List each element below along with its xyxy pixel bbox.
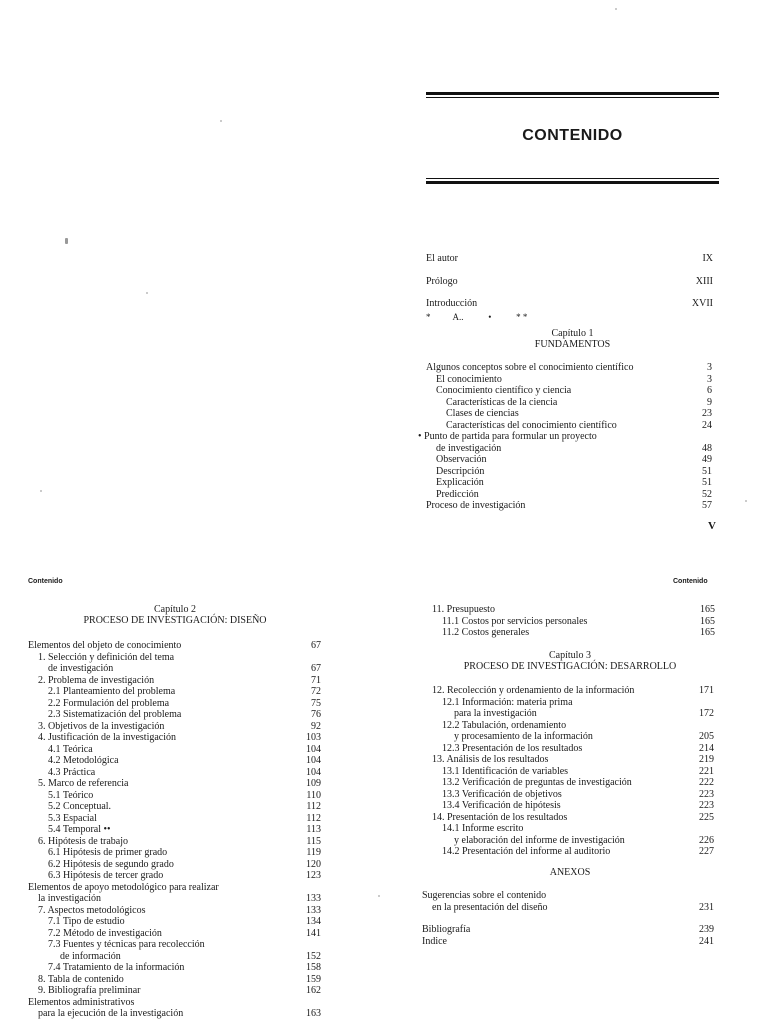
budget-toc	[422, 604, 715, 639]
stray-marks: * A.. • * *	[426, 312, 528, 322]
toc-entry-page: 223	[699, 800, 714, 811]
toc-entry-title: Elementos del objeto de conocimiento	[28, 640, 182, 651]
toc-entry	[28, 744, 321, 756]
toc-entry-title: 2.2 Formulación del problema	[48, 697, 170, 709]
toc-entry	[422, 835, 714, 847]
toc-entry-page: 23	[702, 408, 712, 419]
scan-speck	[378, 895, 380, 897]
toc-entry-title: 6.3 Hipótesis de tercer grado	[48, 870, 164, 881]
toc-entry-title: para la ejecución de la investigación	[38, 1008, 184, 1019]
toc-entry-title: 4. Justificación de la investigación	[38, 732, 177, 743]
toc-entry-title: Bibliografía	[422, 924, 471, 935]
toc-entry	[28, 847, 321, 859]
toc-entry	[28, 790, 321, 802]
toc-entry	[426, 397, 712, 409]
toc-entry-page: 112	[306, 812, 321, 824]
toc-entry-title: 7. Aspectos metodológicos	[38, 904, 146, 916]
scan-speck	[220, 120, 222, 122]
toc-entry-page: 133	[306, 893, 321, 904]
toc-entry-page: 52	[702, 488, 712, 500]
toc-entry-title: Conocimiento científico y ciencia	[436, 385, 572, 396]
toc-entry-page: 231	[699, 901, 714, 913]
chapter1-title: FUNDAMENTOS	[534, 339, 611, 350]
toc-entry-title: 12.2 Tabulación, ordenamiento	[442, 719, 567, 731]
annex-title: ANEXOS	[549, 867, 591, 878]
toc-entry	[422, 685, 714, 697]
toc-entry-page: IX	[702, 253, 713, 264]
toc-entry-title: la investigación	[38, 893, 102, 904]
toc-entry-title: 12.1 Información: materia prima	[442, 696, 573, 708]
toc-entry-page: XVII	[691, 298, 713, 309]
toc-entry-page: 67	[311, 640, 321, 651]
annex-toc	[422, 890, 714, 913]
toc-entry-page: 115	[306, 835, 321, 847]
chapter3-toc	[422, 685, 714, 858]
toc-entry-title: 13.4 Verificación de hipótesis	[442, 800, 561, 811]
toc-entry-page: 239	[699, 924, 714, 935]
toc-entry-title: Algunos conceptos sobre el conocimiento científico	[426, 362, 634, 373]
toc-entry-title: El conocimiento	[436, 373, 502, 385]
toc-entry-title: 7.3 Fuentes y técnicas para recolección	[48, 939, 205, 950]
toc-entry	[426, 374, 712, 386]
toc-entry	[28, 859, 321, 871]
toc-entry-title: 11.1 Costos por servicios personales	[442, 615, 588, 627]
chapter1-heading	[490, 328, 655, 350]
toc-entry-page: 76	[311, 709, 321, 720]
toc-entry-title: 3. Objetivos de la investigación	[38, 720, 165, 732]
final-toc	[422, 924, 714, 947]
toc-entry-title: 1. Selección y definición del tema	[38, 651, 175, 663]
toc-entry	[28, 755, 321, 767]
toc-entry-title: 2.3 Sistematización del problema	[48, 709, 182, 720]
front-matter-list	[426, 248, 713, 316]
toc-entry-page: 227	[699, 846, 714, 857]
toc-entry-title: 5.3 Espacial	[48, 812, 97, 824]
toc-entry-page: XIII	[695, 275, 713, 287]
toc-entry-title: Predicción	[436, 488, 479, 500]
toc-entry	[422, 766, 714, 778]
toc-entry-page: 241	[699, 935, 714, 947]
toc-entry-page: 141	[306, 927, 321, 939]
toc-entry-title: 5.4 Temporal ••	[48, 824, 111, 835]
top-rule	[426, 92, 719, 95]
toc-entry	[422, 846, 714, 858]
toc-entry	[28, 640, 321, 652]
toc-entry-title: de investigación	[436, 442, 502, 454]
toc-entry-page: 48	[702, 442, 712, 454]
toc-entry	[28, 767, 321, 779]
toc-entry	[426, 489, 712, 501]
toc-entry-title: Explicación	[436, 477, 484, 488]
toc-entry-page: 104	[306, 743, 321, 755]
toc-entry-title: 8. Tabla de contenido	[38, 973, 124, 985]
toc-entry-title: Observación	[436, 454, 487, 465]
toc-entry-page: 113	[306, 824, 321, 835]
toc-entry	[422, 902, 714, 914]
toc-entry-title: 9. Bibliografía preliminar	[38, 985, 141, 996]
scan-speck	[745, 500, 747, 502]
toc-entry-title: Prólogo	[426, 275, 458, 287]
scan-speck	[65, 238, 68, 244]
toc-entry-page: 159	[306, 973, 321, 985]
toc-entry-page: 51	[702, 465, 712, 477]
chapter2-label: Capítulo 2	[154, 604, 196, 615]
toc-entry-title: Características de la ciencia	[446, 396, 558, 408]
toc-entry-page: 162	[306, 985, 321, 996]
toc-entry-page: 3	[707, 362, 712, 373]
toc-entry	[28, 951, 321, 963]
toc-entry-page: 110	[306, 789, 321, 801]
toc-entry	[28, 997, 321, 1009]
toc-entry	[28, 698, 321, 710]
toc-entry	[418, 431, 712, 443]
toc-entry-page: 163	[306, 1008, 321, 1019]
toc-entry-page: 158	[306, 962, 321, 973]
toc-entry-title: 7.1 Tipo de estudio	[48, 916, 125, 927]
toc-entry-title: 2. Problema de investigación	[38, 674, 155, 686]
toc-entry	[28, 882, 321, 894]
toc-entry	[426, 248, 713, 271]
toc-entry-title: 11. Presupuesto	[432, 604, 495, 615]
toc-entry-page: 6	[707, 385, 712, 396]
toc-entry	[422, 924, 714, 936]
toc-entry-title: Clases de ciencias	[446, 408, 519, 419]
toc-entry-title: 5.2 Conceptual.	[48, 801, 112, 812]
toc-entry-page: 49	[702, 454, 712, 465]
toc-entry-title: Introducción	[426, 298, 478, 309]
toc-entry-title: 4.3 Práctica	[48, 766, 96, 778]
toc-entry-title: 5. Marco de referencia	[38, 778, 129, 789]
toc-entry	[426, 454, 712, 466]
toc-entry	[422, 616, 715, 628]
toc-entry-page: 9	[707, 396, 712, 408]
toc-entry	[28, 905, 321, 917]
toc-entry-title: de investigación	[48, 663, 114, 674]
toc-entry	[422, 627, 715, 639]
toc-entry-page: 134	[306, 916, 321, 927]
toc-entry	[28, 916, 321, 928]
page-number: V	[708, 520, 716, 532]
toc-entry	[28, 893, 321, 905]
toc-entry-page: 219	[699, 754, 714, 765]
toc-entry	[422, 731, 714, 743]
toc-entry-title: 13.3 Verificación de objetivos	[442, 788, 562, 800]
toc-entry	[426, 408, 712, 420]
toc-entry	[422, 743, 714, 755]
toc-entry-page: 226	[699, 834, 714, 846]
toc-entry-title: para la investigación	[454, 708, 537, 719]
toc-entry-page: 75	[311, 697, 321, 709]
chapter2-toc	[28, 640, 321, 1020]
toc-entry	[422, 777, 714, 789]
toc-entry-page: 103	[306, 732, 321, 743]
toc-entry-page: 112	[306, 801, 321, 812]
toc-entry	[28, 836, 321, 848]
chapter3-title: PROCESO DE INVESTIGACIÓN: DESARROLLO	[463, 661, 677, 672]
toc-entry	[28, 675, 321, 687]
toc-entry-title: de información	[60, 950, 121, 962]
toc-entry-title: y procesamiento de la información	[454, 731, 593, 742]
toc-entry-title: 4.2 Metodológica	[48, 755, 119, 766]
toc-entry	[28, 652, 321, 664]
toc-entry-page: 24	[702, 419, 712, 431]
toc-entry-page: 165	[700, 615, 715, 627]
toc-entry	[28, 801, 321, 813]
toc-entry	[422, 754, 714, 766]
toc-entry-title: 7.2 Método de investigación	[48, 927, 162, 939]
toc-entry-page: 152	[306, 950, 321, 962]
toc-entry	[422, 812, 714, 824]
toc-entry	[28, 824, 321, 836]
toc-entry	[28, 778, 321, 790]
toc-entry	[422, 697, 714, 709]
bottom-rule	[426, 181, 719, 184]
toc-entry-page: 133	[306, 904, 321, 916]
toc-entry	[426, 385, 712, 397]
toc-entry-title: 13.2 Verificación de preguntas de investigación	[442, 777, 632, 788]
toc-entry	[422, 789, 714, 801]
toc-entry	[28, 732, 321, 744]
toc-entry-title: Descripción	[436, 465, 485, 477]
toc-entry	[422, 823, 714, 835]
toc-entry-page: 225	[699, 811, 714, 823]
toc-entry	[422, 800, 714, 812]
toc-entry	[28, 985, 321, 997]
toc-entry	[426, 271, 713, 294]
toc-entry	[28, 974, 321, 986]
toc-entry-page: 104	[306, 766, 321, 778]
bottom-rule-thin	[426, 178, 719, 179]
toc-entry-page: 57	[702, 500, 712, 511]
toc-entry-title: 2.1 Planteamiento del problema	[48, 686, 176, 697]
chapter1-label: Capítulo 1	[551, 328, 594, 339]
toc-entry-title: Sugerencias sobre el contenido	[422, 890, 547, 901]
toc-entry-page: 92	[311, 720, 321, 732]
toc-entry-page: 223	[699, 788, 714, 800]
toc-entry-title: 6. Hipótesis de trabajo	[38, 835, 128, 847]
toc-entry-page: 104	[306, 755, 321, 766]
toc-entry-title: • Punto de partida para formular un proyecto	[418, 431, 597, 442]
toc-entry	[422, 708, 714, 720]
toc-entry-page: 165	[700, 604, 715, 615]
toc-entry-title: 13. Análisis de los resultados	[432, 754, 549, 765]
toc-entry	[422, 936, 714, 948]
running-head-left: Contenido	[28, 578, 63, 585]
toc-entry-page: 3	[707, 373, 712, 385]
scan-speck	[40, 490, 42, 492]
toc-entry-title: y elaboración del informe de investigación	[454, 834, 625, 846]
toc-entry-title: 14. Presentación de los resultados	[432, 811, 568, 823]
toc-entry-title: El autor	[426, 253, 458, 264]
toc-entry-title: 4.1 Teórica	[48, 743, 93, 755]
toc-entry-page: 123	[306, 870, 321, 881]
scan-speck	[146, 292, 148, 294]
toc-entry-title: 6.2 Hipótesis de segundo grado	[48, 858, 174, 870]
toc-entry	[28, 928, 321, 940]
toc-entry	[28, 939, 321, 951]
toc-entry-page: 214	[699, 742, 714, 754]
toc-entry	[28, 1008, 321, 1020]
toc-entry-page: 221	[699, 765, 714, 777]
toc-entry-page: 120	[306, 858, 321, 870]
toc-entry	[422, 604, 715, 616]
toc-entry	[28, 663, 321, 675]
toc-entry-title: 14.2 Presentación del informe al auditorio	[442, 846, 611, 857]
chapter2-title: PROCESO DE INVESTIGACIÓN: DISEÑO	[83, 615, 267, 626]
toc-entry-title: Proceso de investigación	[426, 500, 526, 511]
toc-entry-title: 5.1 Teórico	[48, 789, 94, 801]
chapter1-toc	[418, 362, 712, 512]
toc-entry-title: Características del conocimiento científico	[446, 419, 617, 431]
chapter3-label: Capítulo 3	[549, 650, 591, 661]
toc-entry	[422, 890, 714, 902]
toc-entry	[28, 709, 321, 721]
toc-entry	[28, 721, 321, 733]
page-title: CONTENIDO	[522, 127, 623, 144]
toc-entry	[28, 962, 321, 974]
toc-entry-title: 7.4 Tratamiento de la información	[48, 962, 185, 973]
toc-entry	[28, 813, 321, 825]
toc-entry-title: 14.1 Informe escrito	[442, 823, 524, 834]
toc-entry-page: 109	[306, 778, 321, 789]
toc-entry-page: 165	[700, 627, 715, 638]
toc-entry-page: 171	[699, 685, 714, 696]
toc-entry	[426, 362, 712, 374]
toc-entry-title: Elementos administrativos	[28, 996, 135, 1008]
toc-entry	[426, 500, 712, 512]
toc-entry-title: 13.1 Identificación de variables	[442, 765, 569, 777]
toc-entry-title: 12.3 Presentación de los resultados	[442, 742, 583, 754]
toc-entry-page: 67	[311, 663, 321, 674]
toc-entry-page: 72	[311, 686, 321, 697]
toc-entry	[28, 870, 321, 882]
toc-entry-title: 6.1 Hipótesis de primer grado	[48, 847, 168, 858]
chapter3-heading	[430, 650, 710, 672]
toc-entry-page: 205	[699, 731, 714, 742]
toc-entry-title: Indice	[422, 935, 447, 947]
top-rule-thin	[426, 97, 719, 98]
toc-entry	[426, 420, 712, 432]
toc-entry-page: 119	[306, 847, 321, 858]
toc-entry-page: 222	[699, 777, 714, 788]
running-head-right: Contenido	[673, 578, 708, 585]
chapter2-heading	[60, 604, 290, 626]
toc-entry	[28, 686, 321, 698]
toc-entry-title: 11.2 Costos generales	[442, 627, 530, 638]
toc-entry	[422, 720, 714, 732]
toc-entry-page: 172	[699, 708, 714, 719]
toc-entry	[426, 443, 712, 455]
toc-entry	[426, 477, 712, 489]
toc-entry-title: en la presentación del diseño	[432, 901, 548, 913]
toc-entry-title: Elementos de apoyo metodológico para realizar	[28, 881, 219, 893]
toc-entry	[426, 466, 712, 478]
scan-speck	[615, 8, 617, 10]
toc-entry-page: 51	[702, 477, 712, 488]
toc-entry-page: 71	[311, 674, 321, 686]
toc-entry-title: 12. Recolección y ordenamiento de la información	[432, 685, 635, 696]
